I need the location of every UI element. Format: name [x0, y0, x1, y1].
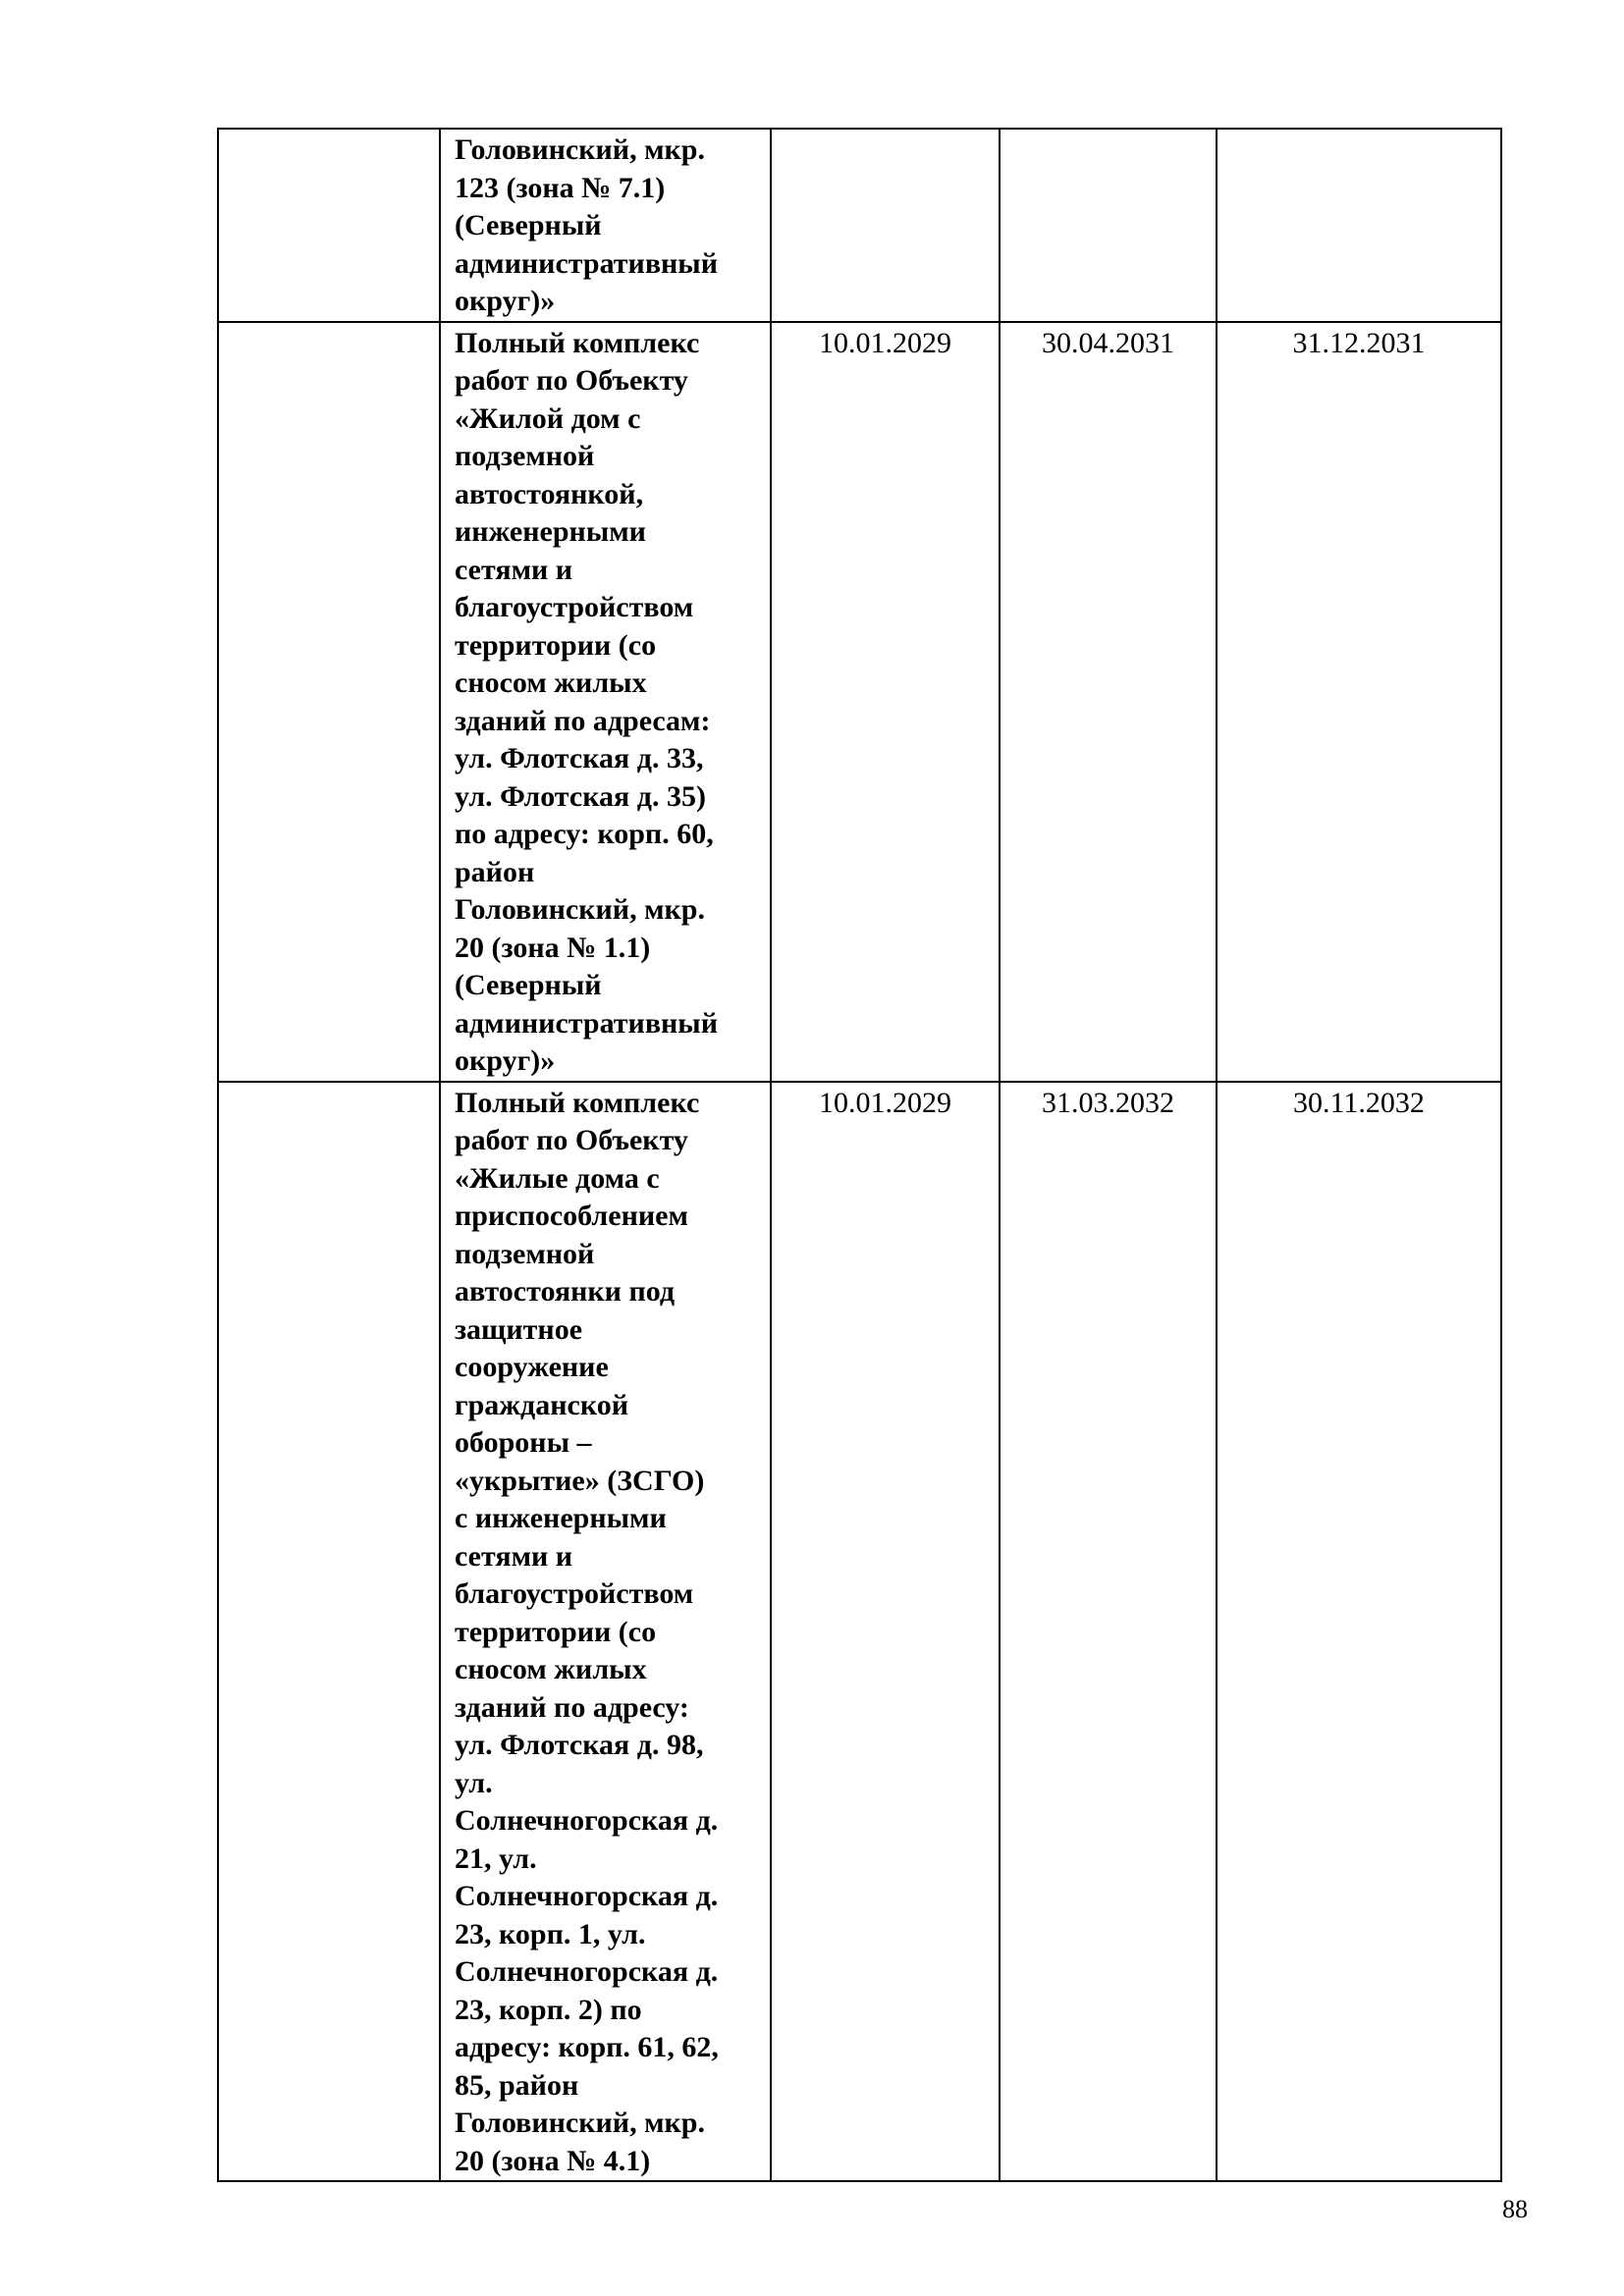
description-line: ул. Флотская д. 33,: [455, 742, 704, 774]
description-line: 85, район: [455, 2068, 579, 2102]
middle-date-cell: 31.03.2032: [1000, 1082, 1217, 2182]
end-date-cell: 31.12.2031: [1217, 322, 1501, 1082]
description-line: 123 (зона № 7.1): [455, 171, 666, 204]
description-line: подземной: [455, 440, 595, 472]
description-line: ул. Флотская д. 35): [455, 779, 706, 813]
description-line: округ)»: [455, 285, 556, 317]
schedule-table-body: [218, 129, 1501, 2181]
description-line: административный: [455, 1006, 719, 1040]
page-number: 88: [1502, 2195, 1528, 2223]
description-line: сносом жилых: [455, 1653, 647, 1685]
description-line: сетями и: [455, 1539, 573, 1573]
description-line: Головинский, мкр.: [455, 2107, 705, 2139]
description-line: защитное: [455, 1312, 583, 1346]
start-date-cell: 10.01.2029: [771, 1082, 1000, 2182]
row-number-cell: [218, 322, 440, 1082]
description-line: сетями и: [455, 553, 573, 586]
description-line: административный: [455, 246, 719, 280]
description-line: округ)»: [455, 1044, 556, 1077]
description-line: работ по Объекту: [455, 364, 688, 397]
end-date-cell: [1217, 129, 1501, 322]
work-description-cell: [440, 1082, 771, 2182]
description-line: 21, ул.: [455, 1842, 537, 1875]
description-line: зданий по адресу:: [455, 1690, 689, 1724]
description-line: работ по Объекту: [455, 1124, 688, 1156]
description-line: территории (со: [455, 628, 657, 662]
description-line: благоустройством: [455, 591, 694, 623]
description-line: инженерными: [455, 515, 646, 548]
row-number-cell: [218, 129, 440, 322]
description-line: зданий по адресам:: [455, 704, 711, 737]
description-line: автостоянкой,: [455, 477, 644, 510]
description-line: с инженерными: [455, 1502, 667, 1534]
description-line: 23, корп. 2) по: [455, 1993, 642, 2026]
description-line: Полный комплекс: [455, 1086, 700, 1119]
description-line: ул.: [455, 1766, 493, 1799]
description-line: Солнечногорская д.: [455, 1880, 719, 1912]
description-line: Головинский, мкр.: [455, 893, 705, 926]
description-line: район: [455, 855, 535, 888]
table-row: [218, 129, 1501, 322]
description-line: Головинский, мкр.: [455, 133, 705, 166]
description-line: Солнечногорская д.: [455, 1955, 719, 1988]
table-row: [218, 322, 1501, 1082]
middle-date-cell: 30.04.2031: [1000, 322, 1217, 1082]
row-number-cell: [218, 1082, 440, 2182]
description-line: адресу: корп. 61, 62,: [455, 2031, 719, 2063]
description-line: «Жилые дома с: [455, 1161, 660, 1195]
description-line: (Северный: [455, 969, 602, 1001]
description-line: сносом жилых: [455, 667, 647, 699]
work-description-cell: [440, 322, 771, 1082]
description-line: Полный комплекс: [455, 326, 700, 359]
description-line: (Северный: [455, 209, 602, 241]
description-line: по адресу: корп. 60,: [455, 818, 714, 850]
description-line: 20 (зона № 1.1): [455, 931, 651, 964]
middle-date-cell: [1000, 129, 1217, 322]
description-line: приспособлением: [455, 1200, 688, 1232]
description-line: сооружение: [455, 1351, 609, 1383]
description-line: 20 (зона № 4.1): [455, 2144, 651, 2177]
description-line: обороны –: [455, 1426, 592, 1459]
schedule-table: [217, 128, 1502, 2182]
description-line: ул. Флотская д. 98,: [455, 1729, 704, 1761]
start-date-cell: [771, 129, 1000, 322]
description-line: Солнечногорская д.: [455, 1804, 719, 1837]
description-line: территории (со: [455, 1615, 657, 1648]
start-date-cell: 10.01.2029: [771, 322, 1000, 1082]
description-line: «укрытие» (ЗСГО): [455, 1464, 705, 1497]
description-line: благоустройством: [455, 1577, 694, 1610]
description-line: подземной: [455, 1237, 595, 1270]
work-description-cell: [440, 129, 771, 322]
description-line: автостоянки под: [455, 1275, 676, 1308]
description-line: гражданской: [455, 1388, 629, 1421]
description-line: 23, корп. 1, ул.: [455, 1917, 646, 1950]
end-date-cell: 30.11.2032: [1217, 1082, 1501, 2182]
description-line: «Жилой дом с: [455, 401, 641, 435]
table-row: [218, 1082, 1501, 2182]
